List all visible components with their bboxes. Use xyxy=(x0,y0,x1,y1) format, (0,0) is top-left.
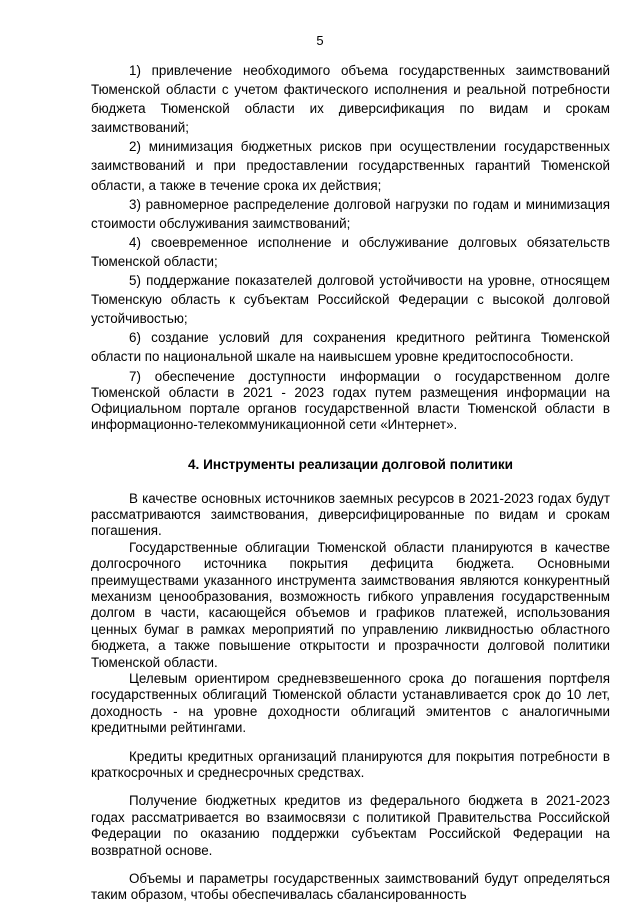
section-body xyxy=(91,491,610,904)
page-content xyxy=(91,61,610,904)
section-paragraph-2: Государственные облигации Тюменской области планируются в качестве долгосрочного источника покрытия дефицита бюджета. Основными преимуществами указанного инструмента заимствования являются конкурентный механизм ценообразования, возможность гибкого управления государственным долгом в части, касающейся объемов и графиков платежей, использования ценных бумаг в рамках мероприятий по управлению ликвидностью областного бюджета, а также повышение открытости и прозрачности долговой политики Тюменской области. xyxy=(91,539,610,670)
goal-item-7: 7) обеспечение доступности информации о государственном долге Тюменской области в 2021 - 2023 годах путем размещения информации на Официальном портале органов государственной власти Тюменской области в информационно-телекоммуникационной сети «Интернет». xyxy=(91,368,610,432)
section-heading: 4. Инструменты реализации долговой политики xyxy=(187,456,514,472)
section-paragraph-1: В качестве основных источников заемных ресурсов в 2021-2023 годах будут рассматриваются заимствования, диверсифицированные по видам и срокам погашения. xyxy=(91,490,610,539)
section-paragraph-4: Кредиты кредитных организаций планируются для покрытия потребности в краткосрочных и среднесрочных средствах. xyxy=(91,748,610,780)
goal-item-1: 1) привлечение необходимого объема государственных заимствований Тюменской области с учетом фактического исполнения и реальной потребности бюджета Тюменской области их диверсификация по видам и срокам заимствований; xyxy=(91,63,610,136)
section-paragraph-6: Объемы и параметры государственных заимствований будут определяться таким образом, чтобы обеспечивалась сбалансированность xyxy=(91,871,610,903)
goal-item-5: 5) поддержание показателей долговой устойчивости на уровне, относящем Тюменскую область к субъектам Российской Федерации с высокой долговой устойчивостью; xyxy=(91,273,610,327)
goal-item-4: 4) своевременное исполнение и обслуживание долговых обязательств Тюменской области; xyxy=(91,234,610,269)
goal-item-3: 3) равномерное распределение долговой нагрузки по годам и минимизация стоимости обслуживания заимствований; xyxy=(91,196,610,231)
page-number: 5 xyxy=(316,33,324,48)
goal-item-6: 6) создание условий для сохранения кредитного рейтинга Тюменской области по национальной шкале на наивысшем уровне кредитоспособности. xyxy=(91,330,610,365)
section-paragraph-5: Получение бюджетных кредитов из федерального бюджета в 2021-2023 годах рассматривается во взаимосвязи с политикой Правительства Российской Федерации по оказанию поддержки субъектам Российской Федерации на возвратной основе. xyxy=(91,793,610,858)
goals-list xyxy=(91,61,610,433)
section-paragraph-3: Целевым ориентиром средневзвешенного срока до погашения портфеля государственных облигаций Тюменской области устанавливается срок до 10 лет, доходность - на уровне доходности облигаций эмитентов с аналогичными кредитными рейтингами. xyxy=(91,670,610,736)
goal-item-2: 2) минимизация бюджетных рисков при осуществлении государственных заимствований и при предоставлении государственных гарантий Тюменской области, а также в течение срока их действия; xyxy=(91,139,610,193)
